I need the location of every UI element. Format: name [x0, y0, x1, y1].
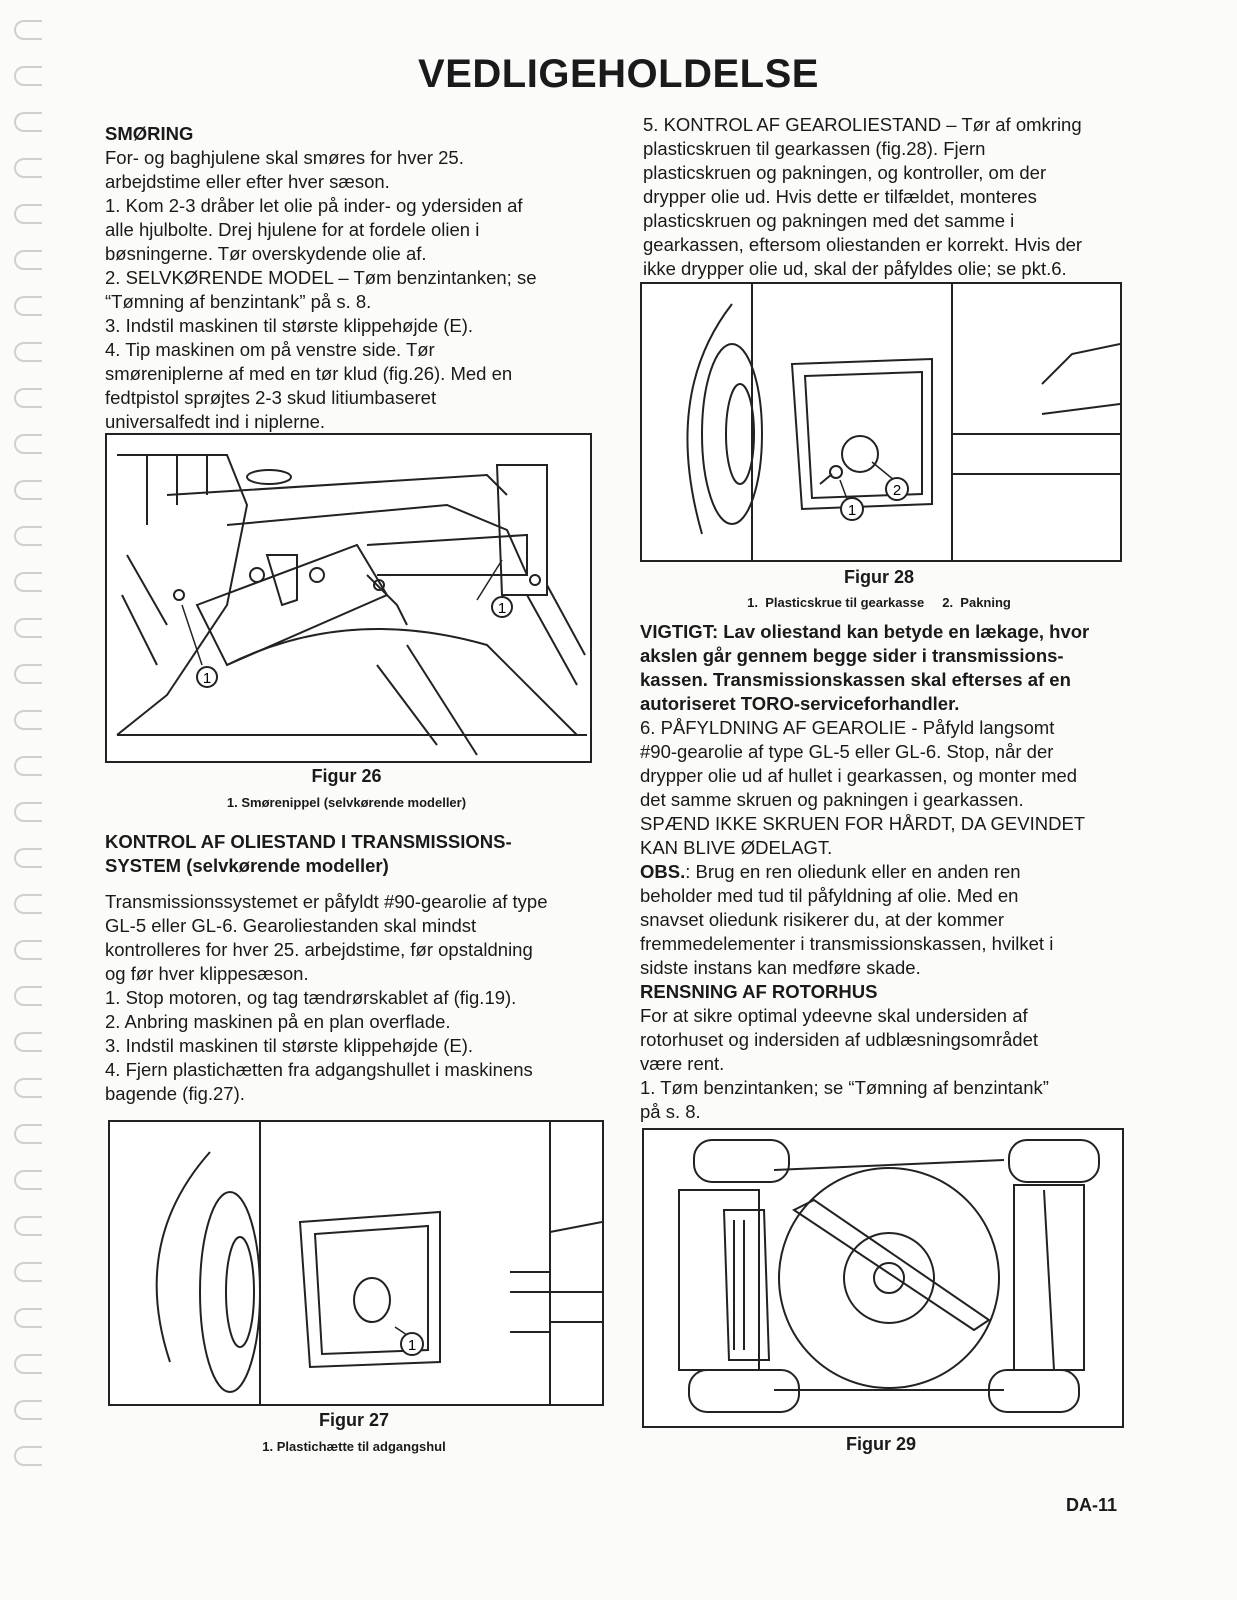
figure-27-drawing: [110, 1122, 602, 1404]
figure-29-drawing: [644, 1130, 1122, 1426]
step6-line: #90-gearolie af type GL-5 eller GL-6. Stop, når der: [640, 741, 1054, 762]
step6-line: 6. PÅFYLDNING AF GEAROLIE - Påfyld langsomt: [640, 717, 1055, 738]
callout-1: 1: [202, 670, 212, 687]
page-title: VEDLIGEHOLDELSE: [418, 52, 819, 96]
callout-1: 1: [407, 1337, 417, 1354]
section-kontrol-oliestand: [105, 830, 605, 1106]
figure-27-illustration: [108, 1120, 604, 1406]
figure-27-title: Figur 27: [318, 1410, 389, 1430]
obs-line: fremmedelementer i transmissionskassen, hvilket i: [640, 933, 1054, 954]
vigtigt-line: autoriseret TORO-serviceforhandler.: [640, 693, 960, 714]
smoring-line: smøreniplerne af med en tør klud (fig.26). Med en: [105, 363, 513, 384]
section-step5: [643, 113, 1143, 281]
section-vigtigt: [640, 620, 1150, 1124]
obs-line: sidste instans kan medføre skade.: [640, 957, 921, 978]
step6-line: drypper olie ud af hullet i gearkassen, og monter med: [640, 765, 1078, 786]
step5-line: gearkassen, eftersom oliestanden er korrekt. Hvis der: [643, 234, 1083, 255]
obs-line: beholder med tud til påfyldning af olie. Med en: [640, 885, 1019, 906]
obs-label: OBS.: [640, 861, 686, 882]
figure-28-caption: 1. Plasticskrue til gearkasse 2. Pakning: [747, 595, 1011, 610]
step5-line: drypper olie ud. Hvis dette er tilfældet, monteres: [643, 186, 1037, 207]
smoring-line: 1. Kom 2-3 dråber let olie på inder- og ydersiden af: [105, 195, 523, 216]
step5-line: plasticskruen og pakningen, og kontroller, om der: [643, 162, 1047, 183]
step5-line: ikke drypper olie ud, skal der påfyldes olie; se pkt.6.: [643, 258, 1067, 279]
vigtigt-line: akslen går gennem begge sider i transmissions-: [640, 645, 1064, 666]
step5-line: plasticskruen og pakningen med det samme i: [643, 210, 1015, 231]
step6-line: det samme skruen og pakningen i gearkassen.: [640, 789, 1024, 810]
obs-first-line: [640, 860, 1150, 884]
smoring-line: alle hjulbolte. Drej hjulene for at fordele olien i: [105, 219, 480, 240]
callout-2: 2: [892, 482, 902, 499]
smoring-line: “Tømning af benzintank” på s. 8.: [105, 291, 372, 312]
rensning-line: rotorhuset og indersiden af udblæsningsområdet: [640, 1029, 1038, 1050]
figure-29-title: Figur 29: [845, 1434, 916, 1454]
section-smoring: [105, 122, 605, 434]
smoring-heading: SMØRING: [105, 123, 194, 144]
smoring-line: bøsningerne. Tør overskydende olie af.: [105, 243, 427, 264]
smoring-line: 4. Tip maskinen om på venstre side. Tør: [105, 339, 435, 360]
kontrol-line: bagende (fig.27).: [105, 1083, 245, 1104]
kontrol-heading: KONTROL AF OLIESTAND I TRANSMISSIONS-: [105, 831, 512, 852]
figure-28-drawing: [642, 284, 1120, 560]
figure-26-illustration: [105, 433, 592, 763]
smoring-line: 2. SELVKØRENDE MODEL – Tøm benzintanken; se: [105, 267, 537, 288]
callout-1: 1: [497, 600, 507, 617]
kontrol-line: GL-5 eller GL-6. Gearoliestanden skal mindst: [105, 915, 477, 936]
smoring-line: 3. Indstil maskinen til største klippehøjde (E).: [105, 315, 474, 336]
figure-26-title: Figur 26: [311, 766, 382, 786]
step6-line: KAN BLIVE ØDELAGT.: [640, 837, 833, 858]
kontrol-heading: SYSTEM (selvkørende modeller): [105, 855, 389, 876]
kontrol-line: 2. Anbring maskinen på en plan overflade.: [105, 1011, 451, 1032]
smoring-line: fedtpistol sprøjtes 2-3 skud litiumbaseret: [105, 387, 437, 408]
smoring-line: For- og baghjulene skal smøres for hver 25.: [105, 147, 464, 168]
figure-29-illustration: [642, 1128, 1124, 1428]
rensning-line: For at sikre optimal ydeevne skal undersiden af: [640, 1005, 1028, 1026]
smoring-line: universalfedt ind i niplerne.: [105, 411, 326, 432]
kontrol-line: Transmissionssystemet er påfyldt #90-gearolie af type: [105, 891, 548, 912]
rensning-line: 1. Tøm benzintanken; se “Tømning af benzintank”: [640, 1077, 1049, 1098]
figure-26-callouts: [107, 435, 590, 761]
step5-line: 5. KONTROL AF GEAROLIESTAND – Tør af omkring: [643, 114, 1082, 135]
rensning-heading: RENSNING AF ROTORHUS: [640, 981, 878, 1002]
kontrol-line: og før hver klippesæson.: [105, 963, 309, 984]
kontrol-line: kontrolleres for hver 25. arbejdstime, før opstaldning: [105, 939, 533, 960]
obs-line: snavset oliedunk risikerer du, at der kommer: [640, 909, 1004, 930]
page-number: DA-11: [1065, 1495, 1117, 1515]
kontrol-line: 4. Fjern plastichætten fra adgangshullet i maskinens: [105, 1059, 533, 1080]
smoring-line: arbejdstime eller efter hver sæson.: [105, 171, 390, 192]
kontrol-line: 3. Indstil maskinen til største klippehøjde (E).: [105, 1035, 474, 1056]
vigtigt-line: VIGTIGT: Lav oliestand kan betyde en lækage, hvor: [640, 621, 1090, 642]
rensning-line: på s. 8.: [640, 1101, 701, 1122]
callout-1: 1: [847, 502, 857, 519]
step6-line: SPÆND IKKE SKRUEN FOR HÅRDT, DA GEVINDET: [640, 813, 1086, 834]
obs-text: : Brug en ren oliedunk eller en anden ren: [685, 861, 1021, 882]
rensning-line: være rent.: [640, 1053, 725, 1074]
figure-26-caption: 1. Smørenippel (selvkørende modeller): [226, 795, 467, 810]
figure-28-illustration: [640, 282, 1122, 562]
figure-28-title: Figur 28: [843, 567, 914, 587]
figure-27-caption: 1. Plastichætte til adgangshul: [262, 1439, 446, 1454]
binder-holes: [14, 20, 54, 1520]
step5-line: plasticskruen til gearkassen (fig.28). Fjern: [643, 138, 986, 159]
kontrol-line: 1. Stop motoren, og tag tændrørskablet af (fig.19).: [105, 987, 517, 1008]
vigtigt-line: kassen. Transmissionskassen skal efterses af en: [640, 669, 1071, 690]
